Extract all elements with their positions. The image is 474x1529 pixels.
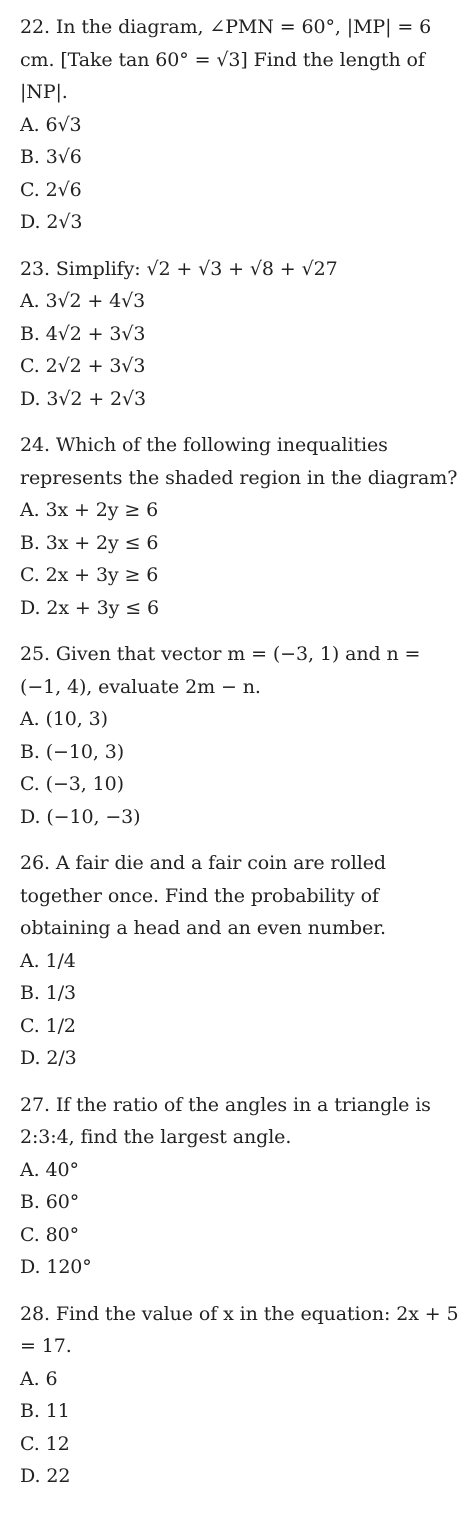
option-a: A. 6√3 xyxy=(20,113,82,136)
question-text: 26. A fair die and a fair coin are rolled together once. Find the probability of obtaining a head and an even number. xyxy=(20,852,386,939)
question-25 xyxy=(20,638,460,833)
question-text: 28. Find the value of x in the equation: 2x + 5 = 17. xyxy=(20,1302,459,1357)
option-b: B. 1/3 xyxy=(20,982,77,1004)
question-text: 22. In the diagram, ∠PMN = 60°, |MP| = 6 cm. [Take tan 60° = √3] Find the length of |NP|. xyxy=(20,16,432,103)
question-text: 23. Simplify: √2 + √3 + √8 + √27 xyxy=(20,257,338,280)
question-text: 24. Which of the following inequalities represents the shaded region in the diagram? xyxy=(20,434,458,489)
question-22 xyxy=(20,11,460,239)
option-d: D. 2√3 xyxy=(20,211,83,233)
option-b: B. 3x + 2y ≤ 6 xyxy=(20,531,159,554)
option-b: B. 60° xyxy=(20,1191,80,1213)
option-d: D. 22 xyxy=(20,1465,71,1487)
option-c: C. 2x + 3y ≥ 6 xyxy=(20,564,159,586)
question-24 xyxy=(20,429,460,624)
question-28 xyxy=(20,1298,460,1493)
question-27 xyxy=(20,1089,460,1284)
option-d: D. 120° xyxy=(20,1256,92,1278)
question-23 xyxy=(20,253,460,416)
question-26 xyxy=(20,847,460,1075)
option-a: A. 3√2 + 4√3 xyxy=(20,290,146,312)
option-b: B. 3√6 xyxy=(20,146,82,168)
option-d: D. 2x + 3y ≤ 6 xyxy=(20,596,159,619)
option-b: B. 11 xyxy=(20,1400,70,1422)
option-a: A. 6 xyxy=(20,1367,58,1390)
option-c: C. 2√2 + 3√3 xyxy=(20,355,146,377)
option-d: D. (−10, −3) xyxy=(20,805,141,828)
option-d: D. 2/3 xyxy=(20,1047,77,1069)
option-a: A. 3x + 2y ≥ 6 xyxy=(20,499,159,521)
option-c: C. 80° xyxy=(20,1223,80,1246)
option-b: B. 4√2 + 3√3 xyxy=(20,322,146,345)
question-text: 27. If the ratio of the angles in a triangle is 2:3:4, find the largest angle. xyxy=(20,1093,431,1148)
option-c: C. 12 xyxy=(20,1432,70,1455)
option-c: C. 2√6 xyxy=(20,178,82,201)
option-c: C. (−3, 10) xyxy=(20,773,124,795)
option-b: B. (−10, 3) xyxy=(20,740,125,763)
option-a: A. 40° xyxy=(20,1158,79,1181)
option-a: A. 1/4 xyxy=(20,949,76,972)
option-d: D. 3√2 + 2√3 xyxy=(20,387,147,410)
option-a: A. (10, 3) xyxy=(20,708,108,730)
option-c: C. 1/2 xyxy=(20,1014,76,1037)
question-text: 25. Given that vector m = (−3, 1) and n = (−1, 4), evaluate 2m − n. xyxy=(20,643,421,698)
